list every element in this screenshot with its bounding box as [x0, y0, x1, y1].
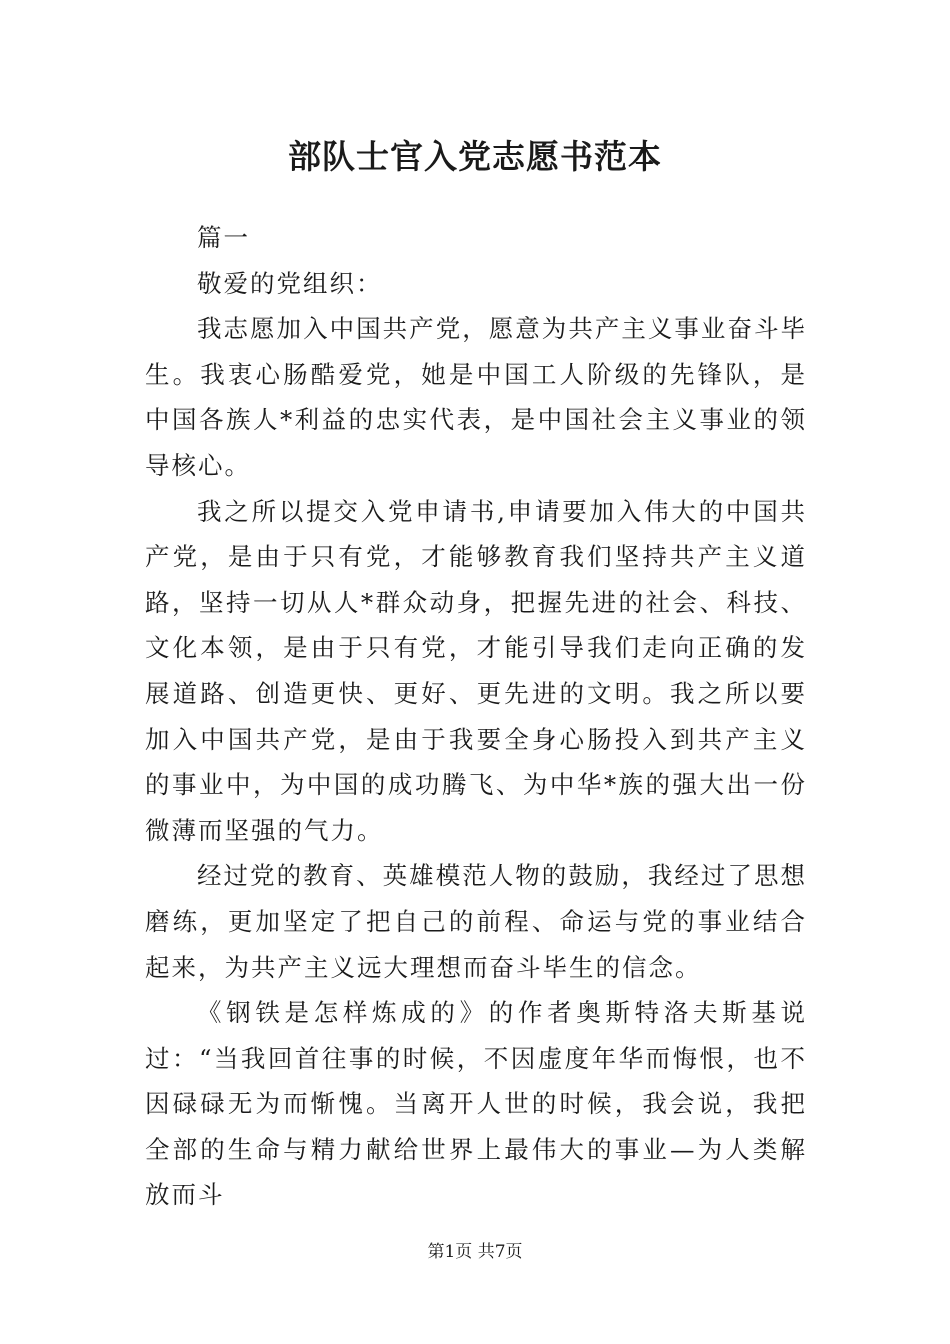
- body-paragraph: 经过党的教育、英雄模范人物的鼓励，我经过了思想磨练，更加坚定了把自己的前程、命运与党的事业结合起来，为共产主义远大理想而奋斗毕生的信念。: [145, 861, 807, 982]
- page-number-footer: 第1页 共7页: [427, 1242, 523, 1262]
- document-body: [145, 215, 807, 1218]
- body-paragraph: 我志愿加入中国共产党，愿意为共产主义事业奋斗毕生。我衷心肠酷爱党，她是中国工人阶级的先锋队，是中国各族人*利益的忠实代表，是中国社会主义事业的领导核心。: [145, 314, 807, 480]
- body-paragraph: 《钢铁是怎样炼成的》的作者奥斯特洛夫斯基说过：“当我回首往事的时候，不因虚度年华而悔恨，也不因碌碌无为而惭愧。当离开人世的时候，我会说，我把全部的生命与精力献给世界上最伟大的事业—为人类解放而斗: [145, 998, 807, 1210]
- salutation: 敬爱的党组织：: [197, 268, 383, 298]
- section-heading: 篇一: [197, 223, 250, 252]
- document-title: 部队士官入党志愿书范本: [288, 137, 662, 176]
- body-paragraph: 我之所以提交入党申请书,申请要加入伟大的中国共产党，是由于只有党，才能够教育我们坚持共产主义道路，坚持一切从人*群众动身，把握先进的社会、科技、文化本领，是由于只有党，才能引导我们走向正确的发展道路、创造更快、更好、更先进的文明。我之所以要加入中国共产党，是由于我要全身心肠投入到共产主义的事业中，为中国的成功腾飞、为中华*族的强大出一份微薄而坚强的气力。: [145, 496, 807, 845]
